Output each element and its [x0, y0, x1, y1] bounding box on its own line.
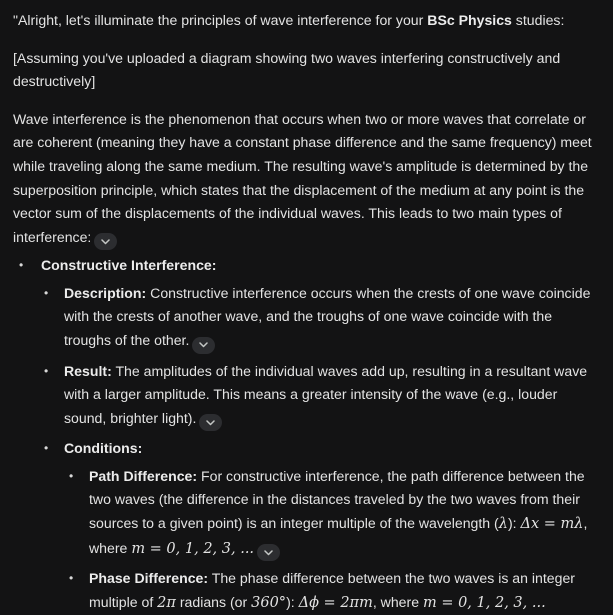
list-item-constructive	[13, 254, 599, 615]
lambda-symbol: λ	[498, 516, 508, 532]
result-text: The amplitudes of the individual waves add up, resulting in a resultant wave with a larger amplitude. This means a greater intensity of the wave (e.g., louder sound, brighter light).	[64, 362, 588, 426]
phase-difference-label: Phase Difference:	[89, 570, 209, 587]
intro-lead: "Alright, let's illuminate the principles of wave interference for your	[13, 12, 428, 28]
list-item-conditions	[41, 437, 599, 615]
bullet-icon: •	[69, 468, 74, 483]
bullet-icon: •	[19, 258, 24, 273]
bullet-icon: •	[44, 363, 49, 378]
conditions-sublist	[64, 465, 599, 615]
list-item-description	[41, 282, 599, 354]
phase-difference-where-formula: m = 0, 1, 2, 3, ...	[422, 594, 546, 611]
list-item-path-difference	[64, 465, 599, 561]
chevron-down-icon	[264, 550, 273, 556]
description-text: Constructive interference occurs when the crests of one wave coincide with the crests of another wave, and the troughs of one wave coincide with the troughs of the other.	[64, 284, 591, 349]
body-text: Wave interference is the phenomenon that occurs when two or more waves that correlate or are coherent (meaning they have a constant phase difference and the same frequency) meet while traveling along the same medium. The resulting wave's amplitude is determined by the superposition principle, which states that the displacement of the medium at any point is the vector sum of the displacements of the individual waves. This leads to two main types of interference:	[13, 110, 592, 245]
path-difference-text: For constructive interference, the path difference between the two waves (the difference in the distances traveled by the two waves from their sources to a given point) is an integer multiple of the wavelength (	[89, 467, 585, 531]
assumption-paragraph: [Assuming you've uploaded a diagram showing two waves interfering constructively and destructively]	[13, 49, 561, 90]
intro-paragraph	[13, 9, 599, 33]
phase-difference-text-4: , where	[372, 593, 423, 610]
phase-difference-text-2: radians (or	[175, 593, 252, 610]
degrees-value: 360°	[251, 594, 287, 611]
path-difference-text-2: ):	[507, 515, 521, 531]
phase-difference-text-3: ):	[286, 593, 299, 610]
list-item-phase-difference	[64, 567, 599, 615]
path-difference-label: Path Difference:	[89, 467, 198, 484]
expand-sources-chip[interactable]	[94, 233, 117, 250]
list-item-result	[41, 360, 599, 432]
body-paragraph	[13, 108, 599, 250]
conditions-label: Conditions:	[64, 440, 143, 457]
path-difference-where-formula: m = 0, 1, 2, 3, ...	[131, 540, 255, 557]
section-heading: Constructive Interference:	[41, 257, 217, 274]
description-label: Description:	[64, 284, 147, 301]
constructive-sublist	[41, 282, 599, 615]
expand-sources-chip[interactable]	[257, 544, 280, 561]
two-pi-symbol: 2π	[157, 594, 176, 611]
interference-list	[13, 254, 599, 615]
intro-tail: studies:	[511, 12, 565, 28]
expand-sources-chip[interactable]	[199, 414, 222, 431]
phase-difference-formula: Δϕ = 2πm	[298, 594, 373, 611]
chevron-down-icon	[199, 342, 208, 348]
chevron-down-icon	[206, 420, 215, 426]
phase-difference-text: The phase difference between the two waves is an integer multiple of	[89, 570, 575, 610]
chevron-down-icon	[101, 239, 110, 245]
intro-bold: BSc Physics	[427, 12, 512, 28]
bullet-icon: •	[69, 571, 74, 586]
bullet-icon: •	[44, 441, 49, 456]
result-label: Result:	[64, 362, 112, 379]
path-difference-formula: Δx = mλ	[520, 516, 584, 532]
expand-sources-chip[interactable]	[192, 337, 215, 354]
bullet-icon: •	[44, 285, 49, 300]
path-difference-text-3: , where	[89, 515, 588, 556]
